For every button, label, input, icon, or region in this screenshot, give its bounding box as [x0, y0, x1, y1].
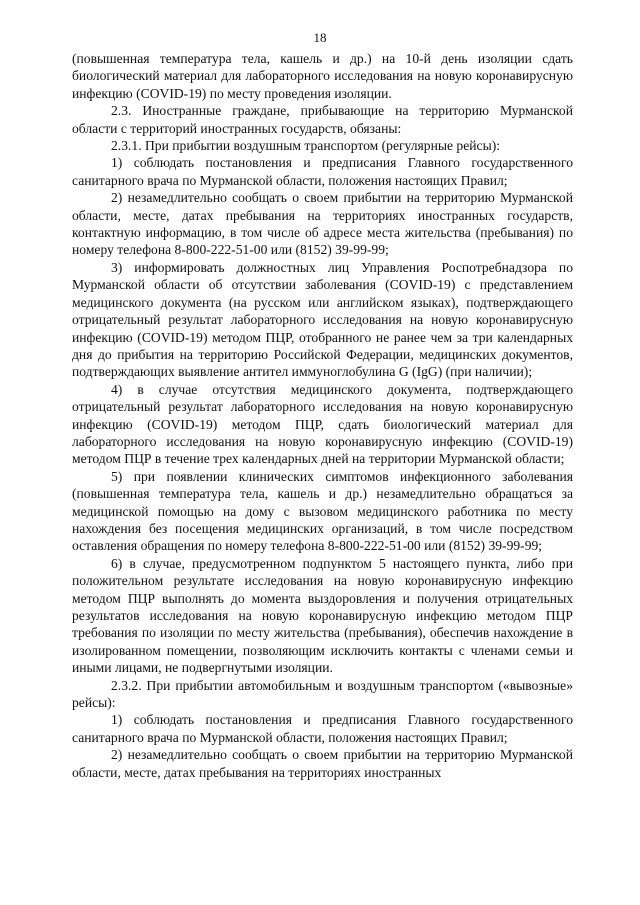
document-body [72, 50, 573, 781]
paragraph-item-5: 5) при появлении клинических симптомов инфекционного заболевания (повышенная температура тела, кашель и др.) незамедлительно обращаться за медицинской помощью на дому с вызовом медицинского работника по месту нахождения без посещения медицинских организаций, в том числе посредством оставления обращения по номеру телефона 8-800-222-51-00 или (8152) 39-99-99; [72, 468, 573, 554]
paragraph-item-1: 1) соблюдать постановления и предписания Главного государственного санитарного врача по Мурманской области, положения настоящих Правил; [72, 155, 573, 188]
paragraph-item-1-b: 1) соблюдать постановления и предписания Главного государственного санитарного врача по Мурманской области, положения настоящих Правил; [72, 712, 573, 745]
paragraph-continuation: (повышенная температура тела, кашель и др.) на 10-й день изоляции сдать биологический материал для лабораторного исследования на новую коронавирусную инфекцию (COVID-19) по месту проведения изоляции. [72, 51, 573, 101]
paragraph-section-2-3-1: 2.3.1. При прибытии воздушным транспортом (регулярные рейсы): [111, 138, 501, 154]
page-number: 18 [313, 30, 327, 45]
paragraph-item-6: 6) в случае, предусмотренном подпунктом 5 настоящего пункта, либо при положительном результате исследования на новую коронавирусную инфекцию методом ПЦР выполнять до момента выздоровления и получения отрицательных результатов исследования на новую коронавирусную инфекцию методом ПЦР требования по изоляции по месту жительства (пребывания), обеспечив нахождение в изолированном помещении, позволяющим исключить контакты с членами семьи и иными лицами, не подвергнутыми изоляции. [72, 555, 573, 676]
paragraph-item-2-b: 2) незамедлительно сообщать о своем прибытии на территорию Мурманской области, месте, датах пребывания на территориях иностранных [72, 747, 573, 780]
paragraph-item-2: 2) незамедлительно сообщать о своем прибытии на территорию Мурманской области, месте, датах пребывания на территориях иностранных государств, контактную информацию, в том числе об адресе места жительства (пребывания) по номеру телефона 8-800-222-51-00 или (8152) 39-99-99; [72, 190, 573, 258]
paragraph-item-4: 4) в случае отсутствия медицинского документа, подтверждающего отрицательный результат лабораторного исследования на новую коронавирусную инфекцию (COVID-19) методом ПЦР, сдать биологический материал для лабораторного исследования на новую коронавирусную инфекцию (COVID-19) методом ПЦР в течение трех календарных дней на территории Мурманской области; [72, 381, 573, 467]
paragraph-section-2-3-2: 2.3.2. При прибытии автомобильным и воздушным транспортом («вывозные» рейсы): [72, 677, 573, 711]
paragraph-item-3: 3) информировать должностных лиц Управления Роспотребнадзора по Мурманской области об отсутствии заболевания (COVID-19) с представлением медицинского документа (на русском или английском языках), подтверждающего отрицательный результат лабораторного исследования на новую коронавирусную инфекцию (COVID-19) методом ПЦР, отобранного не ранее чем за три календарных дня до прибытия на территорию Российской Федерации, медицинских документов, подтверждающих выявление антител иммуноглобулина G (IgG) (при наличии); [72, 259, 573, 380]
paragraph-section-2-3: 2.3. Иностранные граждане, прибывающие на территорию Мурманской области с территорий иностранных государств, обязаны: [72, 103, 573, 136]
